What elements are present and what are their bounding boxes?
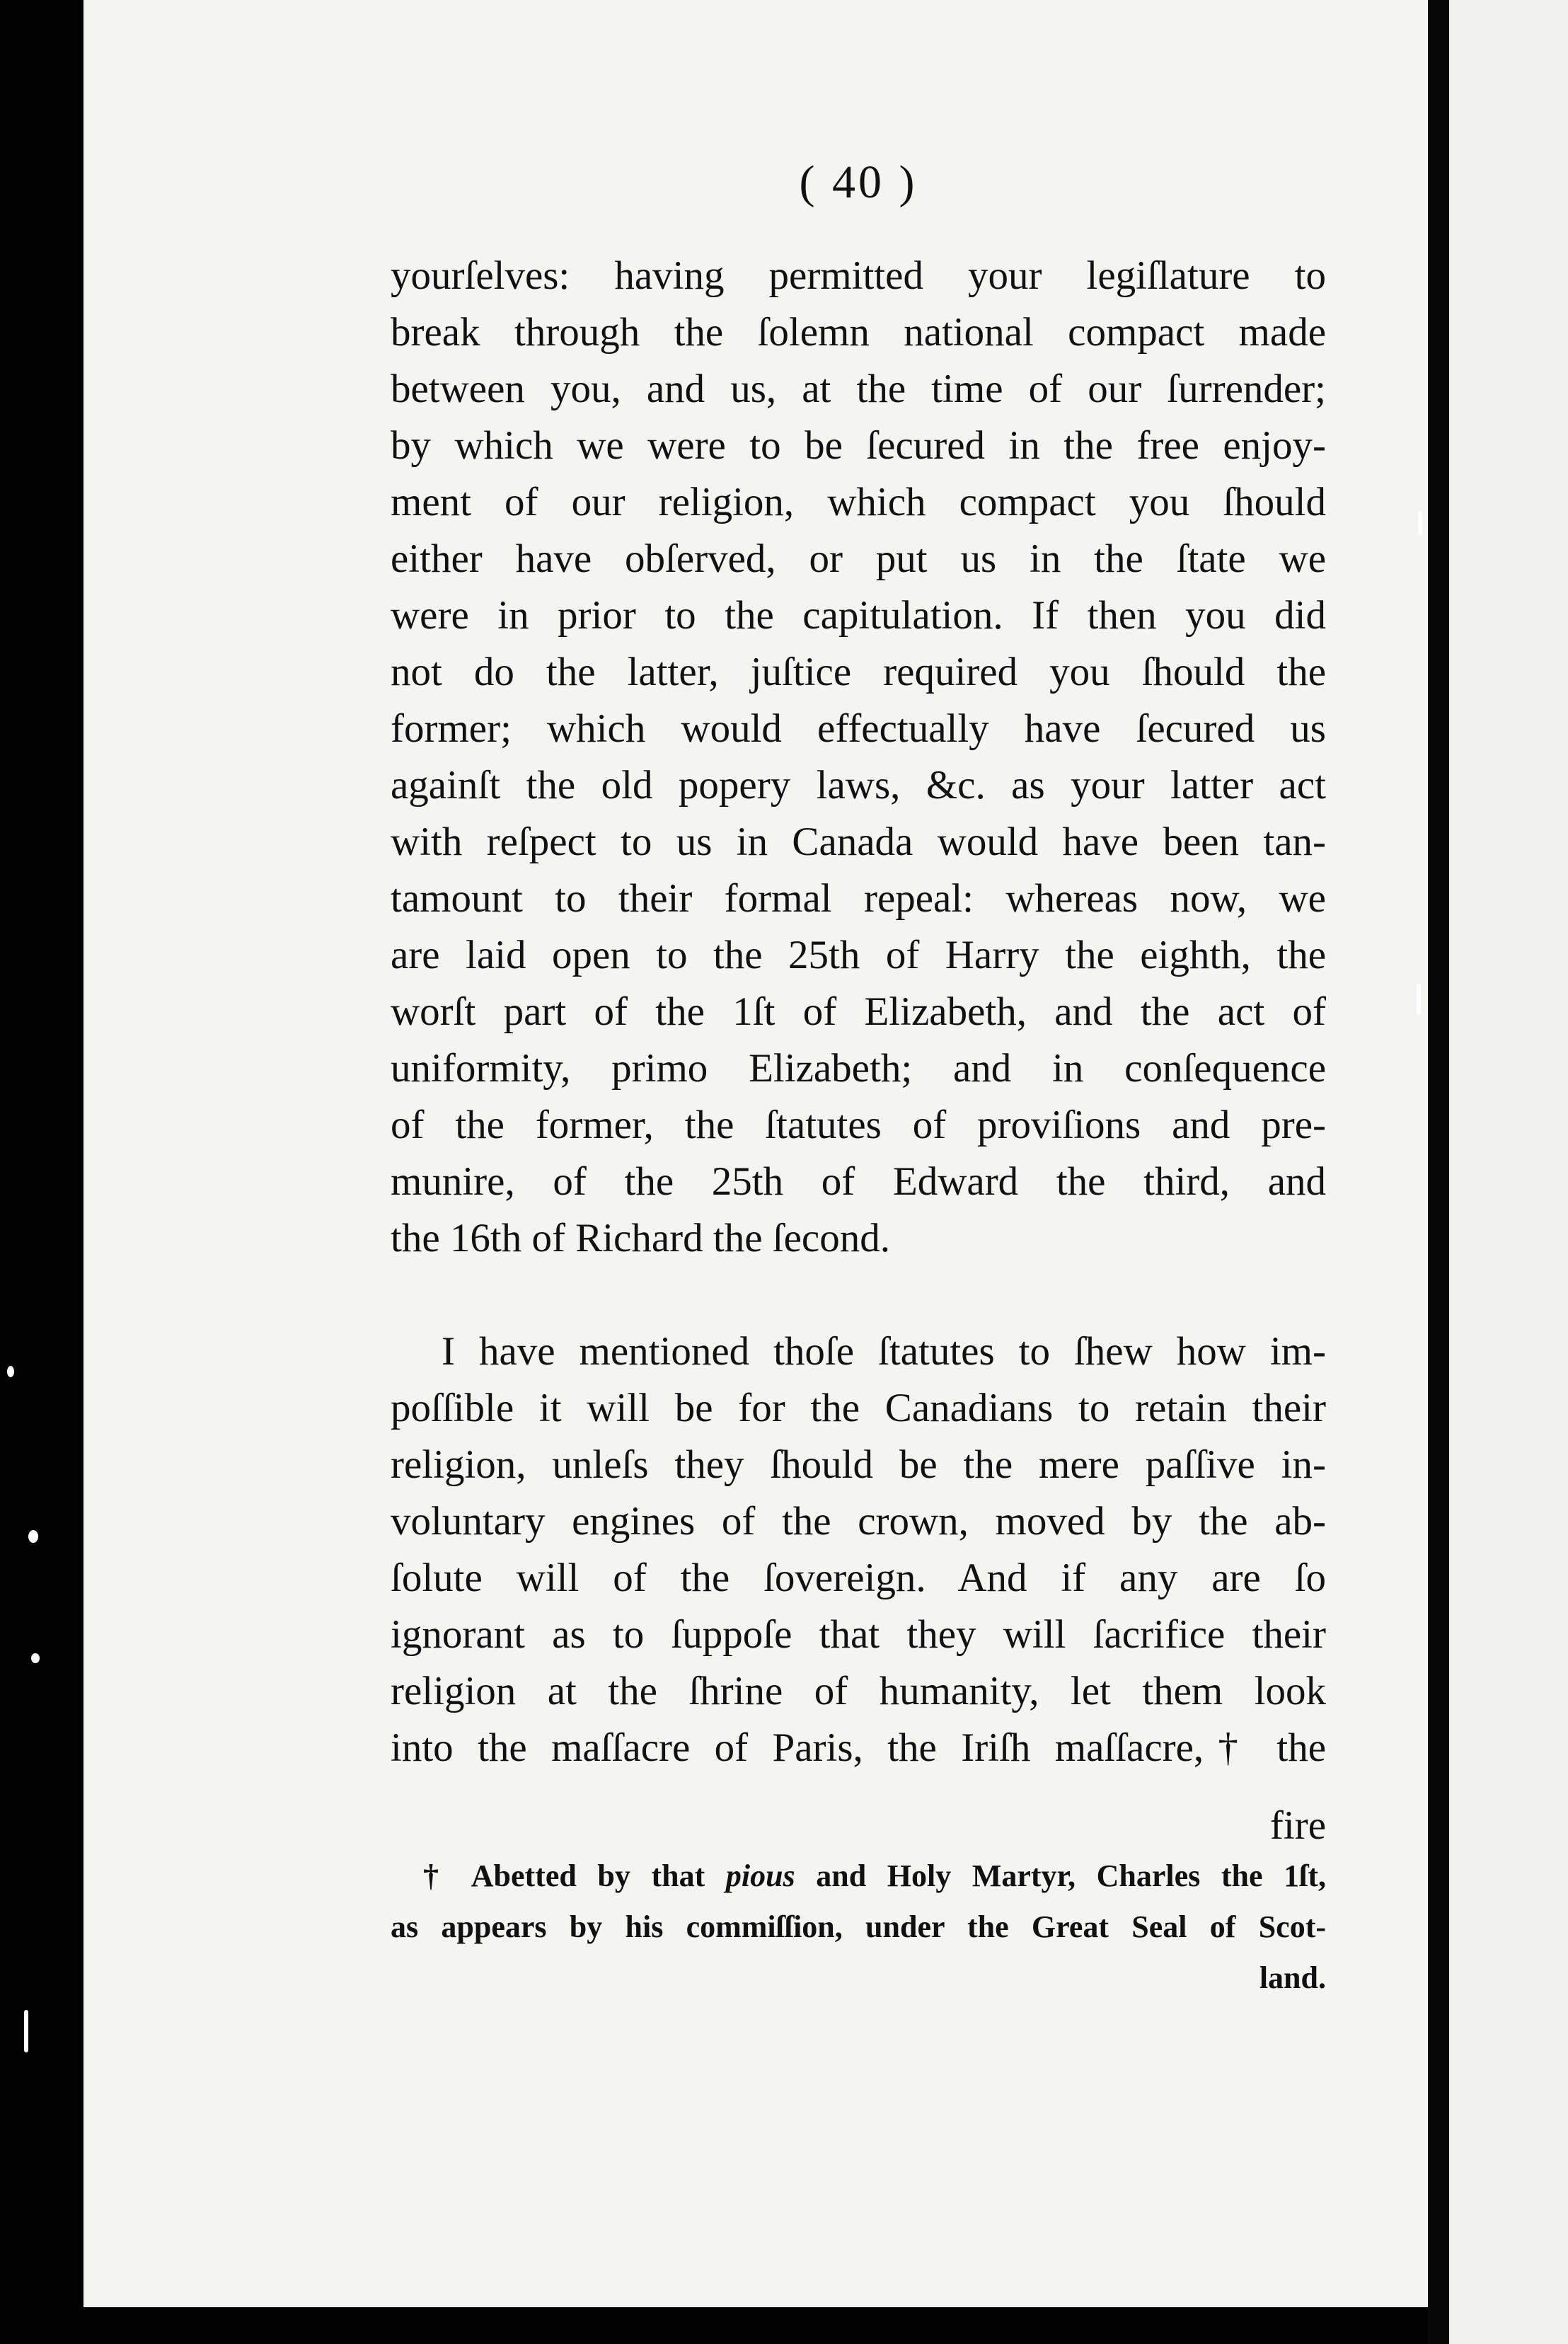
footnote-line-2: as appears by his commiſſion, under the Great Seal of Scot-	[391, 1909, 1326, 1944]
text-line: poſſible it will be for the Canadians to retain their	[391, 1386, 1326, 1430]
text-line: yourſelves: having permitted your legiſlature to	[391, 253, 1326, 298]
text-line: break through the ſolemn national compact made	[391, 310, 1326, 355]
text-line: religion at the ſhrine of humanity, let them look	[391, 1669, 1326, 1713]
footnote-line-1	[391, 1853, 1326, 1900]
footnote-italic-word: pious	[725, 1858, 795, 1893]
text-line: ignorant as to ſuppoſe that they will ſacrifice their	[391, 1612, 1326, 1657]
book-page	[83, 0, 1428, 2307]
text-line: with reſpect to us in Canada would have been tan-	[391, 820, 1326, 864]
footnote-line-1-end: and Holy Martyr, Charles the 1ſt,	[795, 1858, 1326, 1893]
scan-speck	[24, 2010, 28, 2052]
text-line: of the former, the ſtatutes of proviſions and pre-	[391, 1103, 1326, 1147]
text-line: former; which would effectually have ſecured us	[391, 706, 1326, 751]
text-line: againſt the old popery laws, &c. as your latter act	[391, 763, 1326, 808]
scan-speck	[31, 1653, 40, 1663]
text-line: between you, and us, at the time of our ſurrender;	[391, 367, 1326, 411]
scan-speck	[1417, 984, 1421, 1015]
scan-speck	[1418, 511, 1422, 535]
text-line: into the maſſacre of Paris, the Iriſh maſſacre,† the	[391, 1725, 1326, 1770]
text-line: worſt part of the 1ſt of Elizabeth, and the act of	[391, 989, 1326, 1034]
text-line: the 16th of Richard the ſecond.	[391, 1216, 890, 1260]
scan-speck	[28, 1530, 38, 1543]
book-gutter	[1428, 0, 1449, 2344]
text-line: ſolute will of the ſovereign. And if any are ſo	[391, 1556, 1326, 1600]
text-line: by which we were to be ſecured in the free enjoy-	[391, 423, 1326, 468]
catchword: fire	[1269, 1803, 1326, 1848]
page-number: ( 40 )	[799, 156, 918, 208]
facing-page-edge	[1449, 0, 1568, 2344]
text-line: are laid open to the 25th of Harry the eighth, the	[391, 933, 1326, 977]
text-line: I have mentioned thoſe ſtatutes to ſhew how im-	[442, 1329, 1326, 1374]
text-line: tamount to their formal repeal: whereas now, we	[391, 876, 1326, 921]
text-line: either have obſerved, or put us in the ſtate we	[391, 536, 1326, 581]
text-line: voluntary engines of the crown, moved by the ab-	[391, 1499, 1326, 1544]
text-line: were in prior to the capitulation. If then you did	[391, 593, 1326, 638]
scan-speck	[7, 1366, 14, 1377]
footnote-line-3: land.	[1259, 1960, 1326, 1995]
text-line: religion, unleſs they ſhould be the mere paſſive in-	[391, 1442, 1326, 1487]
text-line: not do the latter, juſtice required you ſhould the	[391, 650, 1326, 694]
footnote-line-1-start: † Abetted by that	[423, 1858, 726, 1893]
text-line: ment of our religion, which compact you ſhould	[391, 480, 1326, 524]
text-line: munire, of the 25th of Edward the third, and	[391, 1159, 1326, 1204]
text-line: uniformity, primo Elizabeth; and in conſequence	[391, 1046, 1326, 1091]
